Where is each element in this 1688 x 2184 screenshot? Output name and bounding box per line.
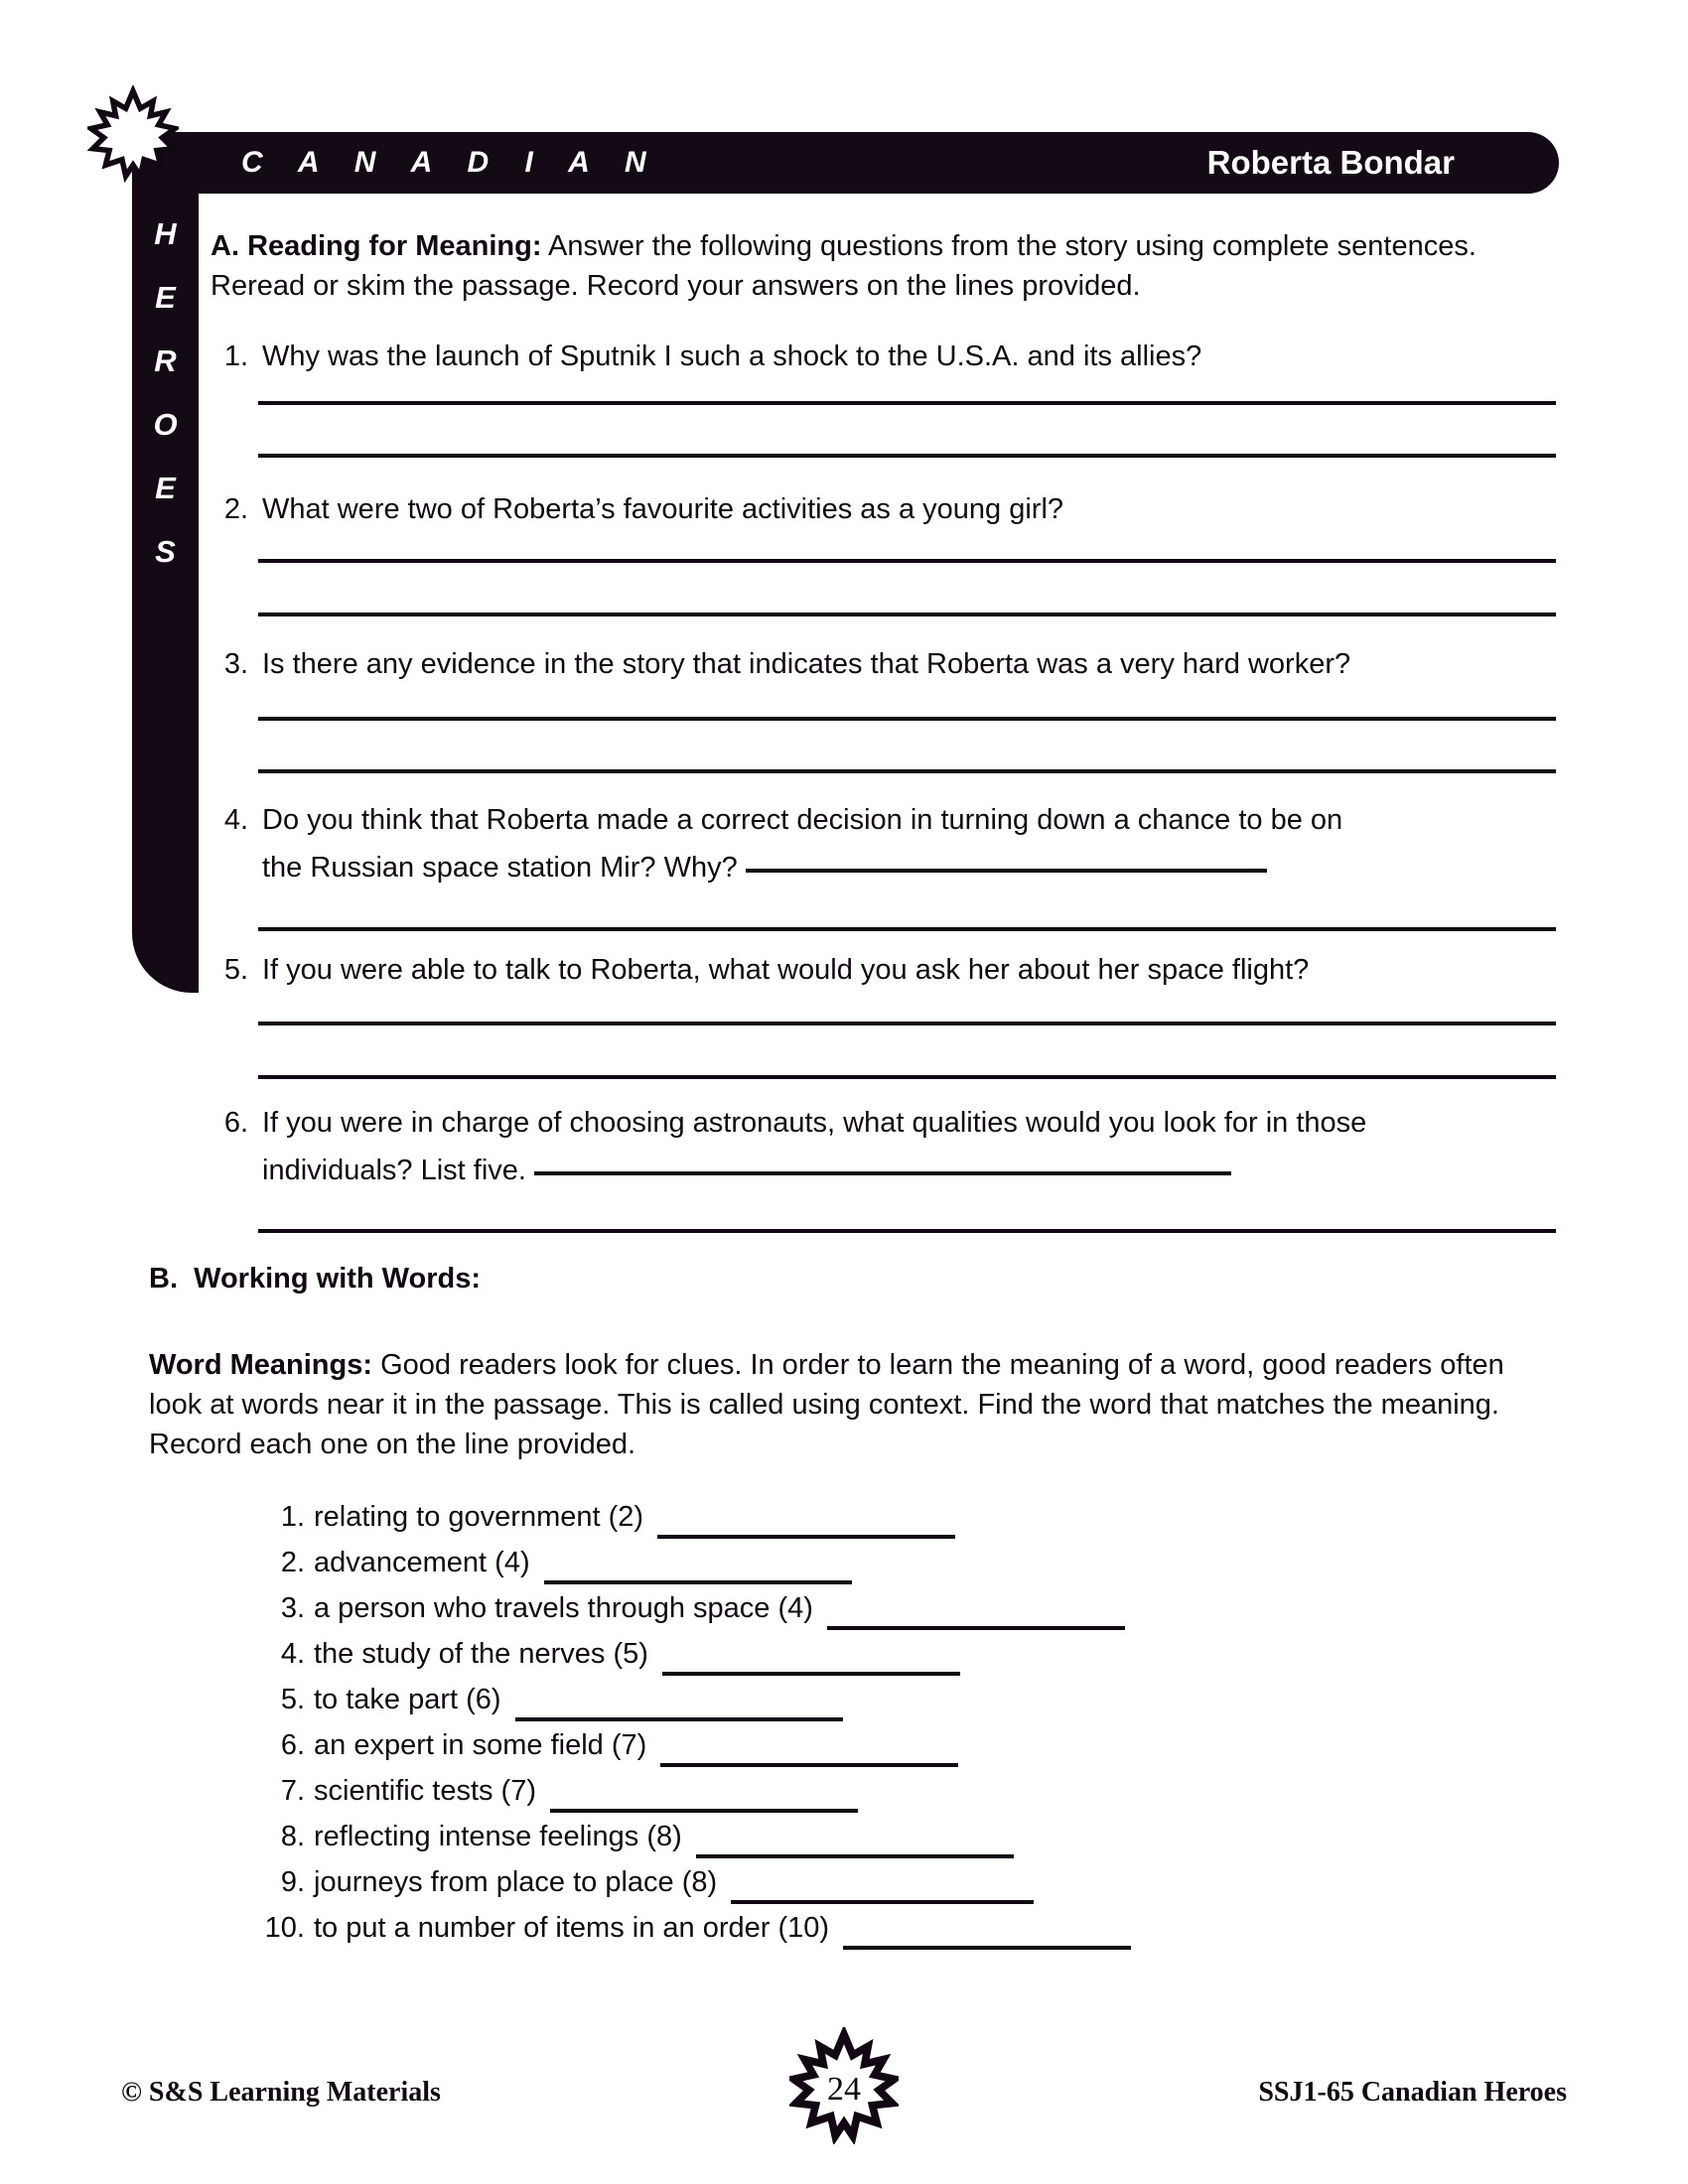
answer-line[interactable] bbox=[662, 1672, 960, 1676]
header-bar bbox=[132, 132, 1559, 194]
question-text: Why was the launch of Sputnik I such a shock to the U.S.A. and its allies? bbox=[262, 341, 1202, 372]
copyright-text: © S&S Learning Materials bbox=[121, 2077, 441, 2108]
item-label: journeys from place to place (8) bbox=[314, 1866, 718, 1898]
list-item bbox=[268, 1821, 1559, 1866]
item-number: 7. bbox=[280, 1775, 305, 1807]
answer-line[interactable] bbox=[258, 927, 1556, 931]
item-number: 4. bbox=[280, 1638, 305, 1670]
question-text: What were two of Roberta’s favourite activities as a young girl? bbox=[262, 493, 1064, 525]
answer-line-inline[interactable] bbox=[746, 869, 1267, 873]
question-number: 5. bbox=[223, 954, 248, 986]
item-label: reflecting intense feelings (8) bbox=[314, 1821, 682, 1852]
question-5 bbox=[211, 951, 1601, 990]
question-text-line-1: Do you think that Roberta made a correct decision in turning down a chance to be on bbox=[262, 804, 1343, 836]
question-number: 2. bbox=[223, 493, 248, 525]
page-footer bbox=[0, 2063, 1688, 2122]
answer-line[interactable] bbox=[258, 454, 1556, 458]
question-2 bbox=[211, 490, 1601, 529]
item-label: to put a number of items in an order (10) bbox=[314, 1912, 830, 1944]
item-number: 8. bbox=[280, 1821, 305, 1852]
answer-line[interactable] bbox=[696, 1854, 1014, 1858]
question-text-line-2 bbox=[262, 1152, 1601, 1190]
answer-line[interactable] bbox=[515, 1717, 843, 1721]
list-item bbox=[268, 1592, 1559, 1638]
answer-line[interactable] bbox=[258, 401, 1556, 405]
list-item bbox=[268, 1866, 1559, 1912]
question-6 bbox=[211, 1104, 1601, 1190]
answer-line[interactable] bbox=[258, 1022, 1556, 1025]
sidebar-letter: H bbox=[154, 216, 177, 251]
answer-line-inline[interactable] bbox=[534, 1171, 1231, 1175]
section-b-letter: B. bbox=[149, 1263, 178, 1295]
list-item bbox=[268, 1684, 1559, 1729]
sidebar-letters bbox=[132, 218, 199, 600]
section-a-letter: A. bbox=[211, 230, 239, 262]
answer-line[interactable] bbox=[258, 613, 1556, 616]
answer-line[interactable] bbox=[544, 1580, 852, 1584]
item-number: 5. bbox=[280, 1684, 305, 1715]
item-label: an expert in some field (7) bbox=[314, 1729, 647, 1761]
heroes-sidebar bbox=[132, 159, 199, 993]
question-number: 1. bbox=[223, 341, 248, 372]
item-number: 2. bbox=[280, 1547, 305, 1578]
series-label: C A N A D I A N bbox=[241, 146, 660, 179]
item-label: relating to government (2) bbox=[314, 1501, 644, 1533]
answer-line[interactable] bbox=[258, 1075, 1556, 1079]
sidebar-letter: R bbox=[154, 343, 177, 378]
question-text: Is there any evidence in the story that indicates that Roberta was a very hard worker? bbox=[262, 648, 1351, 680]
answer-line[interactable] bbox=[843, 1946, 1131, 1950]
list-item bbox=[268, 1638, 1559, 1684]
question-text: If you were able to talk to Roberta, what would you ask her about her space flight? bbox=[262, 954, 1310, 986]
word-meanings-label: Word Meanings: bbox=[149, 1349, 373, 1381]
question-number: 3. bbox=[223, 648, 248, 680]
answer-line[interactable] bbox=[657, 1535, 955, 1539]
answer-line[interactable] bbox=[731, 1900, 1034, 1904]
list-item bbox=[264, 1912, 1559, 1958]
question-number: 4. bbox=[223, 804, 248, 836]
page-title: Roberta Bondar bbox=[1206, 144, 1455, 181]
item-number: 6. bbox=[280, 1729, 305, 1761]
sidebar-letter: S bbox=[155, 534, 176, 569]
item-label: to take part (6) bbox=[314, 1684, 501, 1715]
sidebar-letter: O bbox=[153, 407, 178, 442]
question-text-line-2 bbox=[262, 849, 1601, 887]
list-item bbox=[268, 1729, 1559, 1775]
item-number: 10. bbox=[264, 1912, 305, 1944]
section-a-intro bbox=[211, 226, 1561, 306]
answer-line[interactable] bbox=[258, 717, 1556, 721]
section-b-heading bbox=[149, 1263, 481, 1296]
sidebar-letter: E bbox=[155, 280, 176, 315]
question-number: 6. bbox=[223, 1107, 248, 1139]
section-a-heading: Reading for Meaning: bbox=[247, 230, 542, 262]
maple-leaf-icon bbox=[87, 85, 179, 183]
section-b-title: Working with Words: bbox=[194, 1263, 482, 1295]
question-text-fragment: individuals? List five. bbox=[262, 1155, 535, 1187]
answer-line[interactable] bbox=[550, 1809, 858, 1813]
page-number: 24 bbox=[827, 2071, 861, 2108]
item-number: 3. bbox=[280, 1592, 305, 1624]
product-code: SSJ1-65 Canadian Heroes bbox=[1258, 2077, 1567, 2108]
list-item bbox=[268, 1547, 1559, 1592]
item-label: advancement (4) bbox=[314, 1547, 530, 1578]
item-number: 9. bbox=[280, 1866, 305, 1898]
question-text-fragment: the Russian space station Mir? Why? bbox=[262, 852, 746, 885]
question-1 bbox=[211, 338, 1601, 376]
item-label: a person who travels through space (4) bbox=[314, 1592, 813, 1624]
word-meanings-intro bbox=[149, 1345, 1539, 1464]
question-3 bbox=[211, 645, 1601, 684]
section-a-instructions: Answer the following questions from the story using complete sentences. Reread or skim the passage. Record your answers on the lines provided. bbox=[211, 230, 1477, 303]
item-number: 1. bbox=[280, 1501, 305, 1533]
answer-line[interactable] bbox=[258, 1229, 1556, 1233]
list-item bbox=[268, 1775, 1559, 1821]
item-label: scientific tests (7) bbox=[314, 1775, 536, 1807]
answer-line[interactable] bbox=[827, 1626, 1125, 1630]
question-text-line-1: If you were in charge of choosing astronauts, what qualities would you look for in those bbox=[262, 1107, 1367, 1139]
list-item bbox=[268, 1501, 1559, 1547]
question-4 bbox=[211, 801, 1601, 887]
answer-line[interactable] bbox=[258, 559, 1556, 563]
answer-line[interactable] bbox=[258, 769, 1556, 773]
word-meanings-list bbox=[264, 1501, 1559, 1958]
word-meanings-text: Good readers look for clues. In order to learn the meaning of a word, good readers often look at words near it in the passage. This is called using context. Find the word that matches the meaning. Record each one on the line provided. bbox=[149, 1349, 1504, 1461]
answer-line[interactable] bbox=[660, 1763, 958, 1767]
item-label: the study of the nerves (5) bbox=[314, 1638, 648, 1670]
sidebar-letter: E bbox=[155, 471, 176, 505]
